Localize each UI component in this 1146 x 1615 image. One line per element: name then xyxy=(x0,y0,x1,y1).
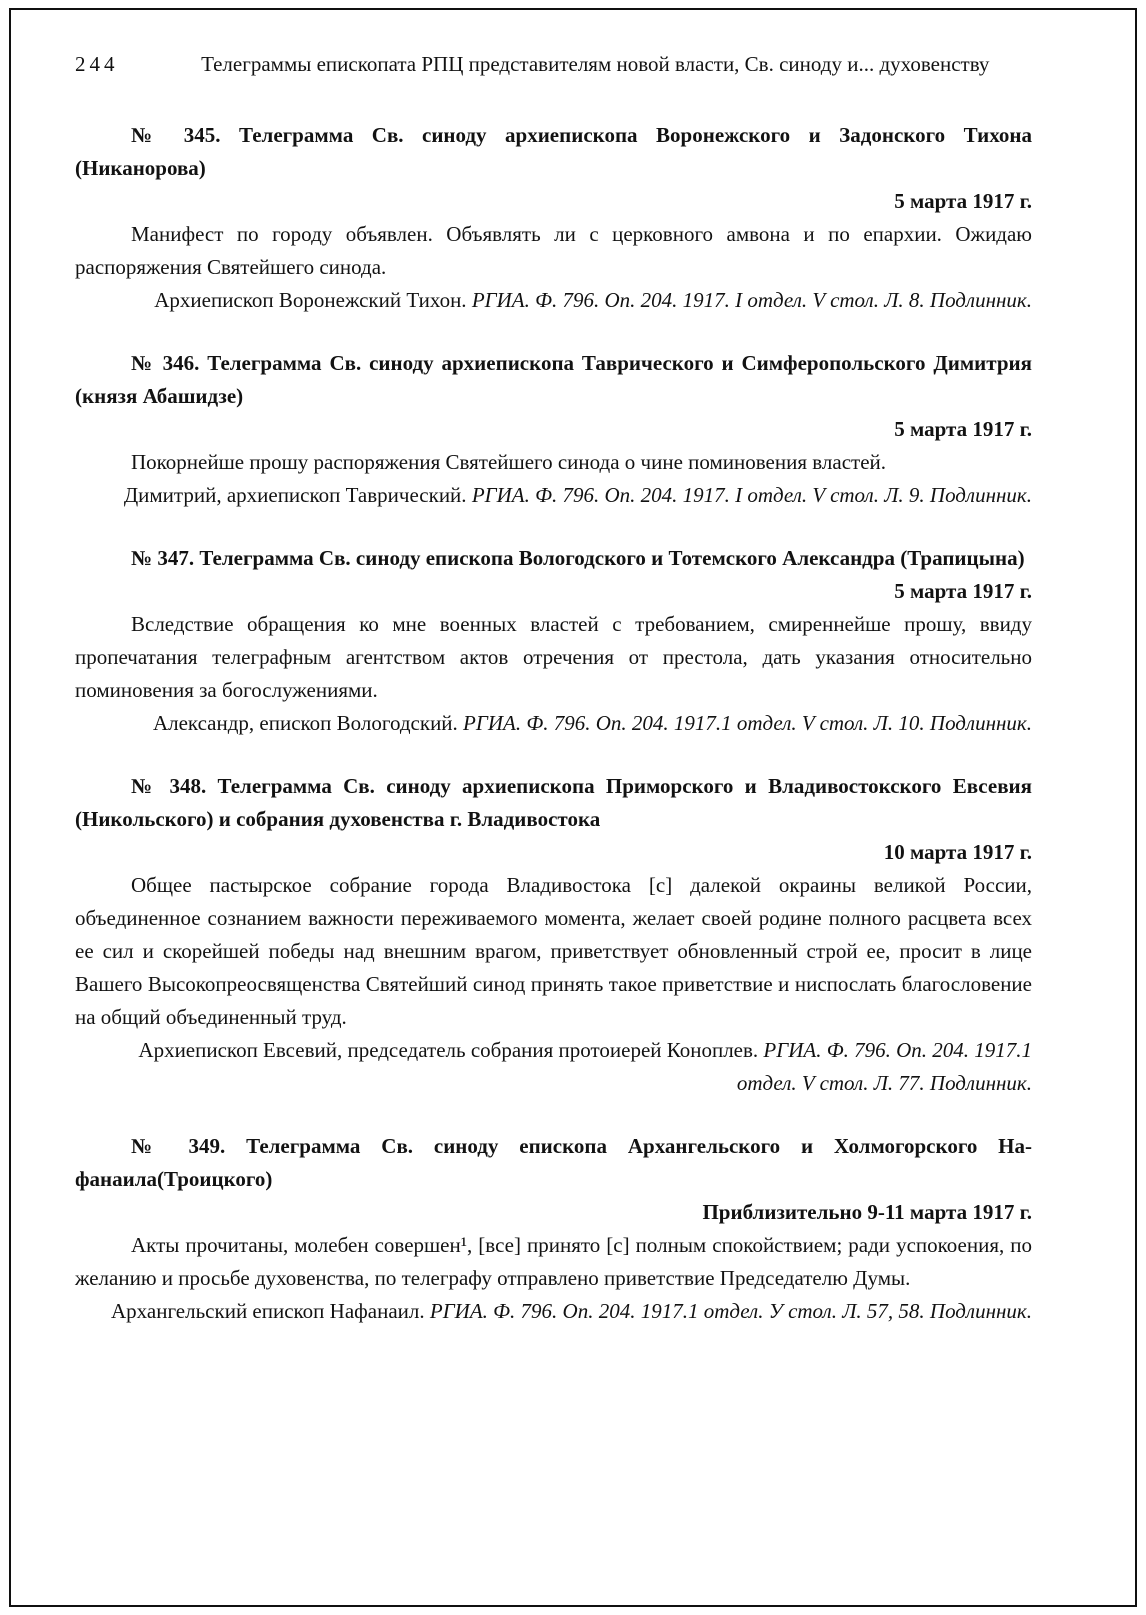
entry-date: 5 марта 1917 г. xyxy=(894,579,1032,603)
entry-date: 10 марта 1917 г. xyxy=(883,840,1032,864)
entry-signature xyxy=(75,1034,1032,1100)
archival-source: РГИА. Ф. 796. Оп. 204. 1917. I отдел. V стол. Л. 9. Подлинник. xyxy=(471,483,1032,507)
telegram-entry-347 xyxy=(75,542,1032,740)
signature-name: Архиепископ Воронежский Тихон. xyxy=(154,288,467,312)
page-content xyxy=(75,119,1032,1328)
running-title: Телеграммы епископата РПЦ представителям новой власти, Св. синоду и... духовенству xyxy=(201,52,990,76)
signature-name: Димитрий, архиепископ Таврический. xyxy=(123,483,467,507)
entry-paragraph: Манифест по городу объявлен. Объявлять ли с церковного амвона и по епархии. Ожидаю распоряжения Святейшего синода. xyxy=(75,222,1032,279)
entry-title: № 347. Телеграмма Св. синоду епископа Вологодского и Тотемского Александра (Трапицына) xyxy=(131,546,1025,570)
entry-title: № 346. Телеграмма Св. синоду архиепископа Таврического и Симферопольского Димитрия (князя Абашидзе) xyxy=(75,351,1032,408)
entry-date: Приблизительно 9-11 марта 1917 г. xyxy=(702,1200,1032,1224)
page-number: 244 xyxy=(75,52,119,76)
running-header xyxy=(75,52,1032,77)
telegram-entry-348 xyxy=(75,770,1032,1100)
entry-paragraph: Акты прочитаны, молебен совершен¹, [все] принято [с] полным спокойствием; ради успокоения, по желанию и просьбе духовенства, по телеграфу отправлено приветствие Председателю Думы. xyxy=(75,1233,1032,1290)
entry-title: № 348. Телеграмма Св. синоду архиепископа Приморского и Владивостокского Евсевия (Никольского) и собрания духовенства г. Владивостока xyxy=(75,774,1032,831)
entry-title: № 345. Телеграмма Св. синоду архиепископа Воронежского и Задонского Тихона (Никанорова) xyxy=(75,123,1032,180)
archival-source: РГИА. Ф. 796. Оп. 204. 1917.1 отдел. У стол. Л. 57, 58. Подлинник. xyxy=(429,1299,1032,1323)
archival-source: РГИА. Ф. 796. Оп. 204. 1917.1 отдел. V стол. Л. 77. Подлинник. xyxy=(736,1038,1032,1095)
entry-signature xyxy=(75,479,1032,512)
entry-paragraph: Покорнейше прошу распоряжения Святейшего синода о чине поминовения властей. xyxy=(131,450,887,474)
signature-name: Архиепископ Евсевий, председатель собрания протоиерей Коноплев. xyxy=(138,1038,759,1062)
archival-source: РГИА. Ф. 796. Оп. 204. 1917. I отдел. V стол. Л. 8. Подлинник. xyxy=(471,288,1032,312)
entry-signature xyxy=(75,284,1032,317)
entry-paragraph: Вследствие обращения ко мне военных властей с требованием, смиреннейше прошу, ввиду пропечатания телеграфным агентством актов отречения от престола, дать указания относительно поминовения за богослужениями. xyxy=(75,612,1032,702)
entry-signature xyxy=(75,707,1032,740)
archival-source: РГИА. Ф. 796. Оп. 204. 1917.1 отдел. V стол. Л. 10. Подлинник. xyxy=(463,711,1032,735)
telegram-entry-349 xyxy=(75,1130,1032,1328)
entry-title: № 349. Телеграмма Св. синоду епископа Архангельского и Холмогорского На-фанаила(Троицкого) xyxy=(75,1134,1032,1191)
telegram-entry-346 xyxy=(75,347,1032,512)
signature-name: Александр, епископ Вологодский. xyxy=(152,711,458,735)
entry-paragraph: Общее пастырское собрание города Владивостока [с] далекой окраины великой России, объединенное сознанием важности переживаемого момента, желает своей родине полного расцвета всех ее сил и скорейшей победы над внешним врагом, приветствует обновленный строй ее, просит в лице Вашего Высокопреосвященства Святейший синод принять такое приветствие и ниспослать благословение на общий объединенный труд. xyxy=(75,873,1032,1029)
entry-signature xyxy=(75,1295,1032,1328)
signature-name: Архангельский епископ Нафанаил. xyxy=(111,1299,425,1323)
entry-date: 5 марта 1917 г. xyxy=(894,189,1032,213)
telegram-entry-345 xyxy=(75,119,1032,317)
entry-date: 5 марта 1917 г. xyxy=(894,417,1032,441)
page-inner xyxy=(75,0,1032,1328)
